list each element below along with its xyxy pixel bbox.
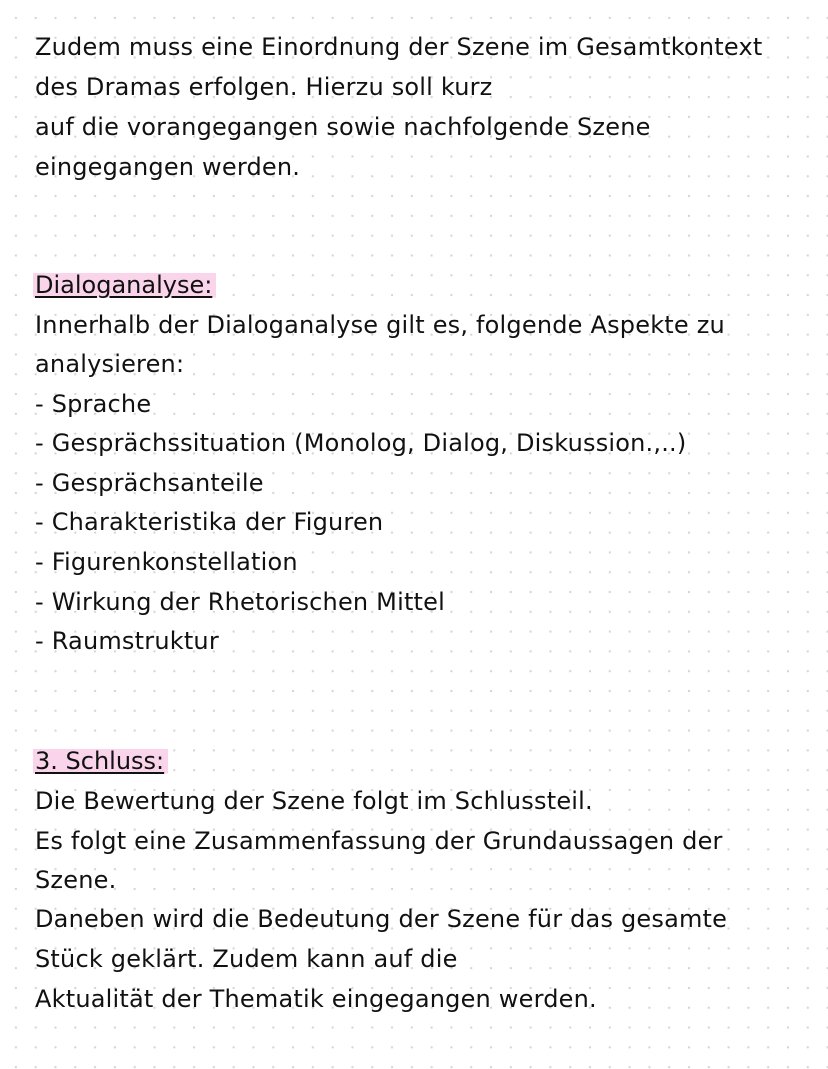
intro-line: Zudem muss eine Einordnung der Szene im Gesamtkontext [35,33,763,61]
intro-line: des Dramas erfolgen. Hierzu soll kurz [35,73,493,101]
dialog-line: analysieren: [35,350,185,378]
conclusion-line: Daneben wird die Bedeutung der Szene für das gesamte [35,905,728,933]
list-item: - Charakteristika der Figuren [35,508,384,536]
dialog-line: Innerhalb der Dialoganalyse gilt es, folgende Aspekte zu [35,311,725,339]
intro-line: eingegangen werden. [35,153,301,181]
section-heading-dialoganalyse: Dialoganalyse: [33,270,216,300]
intro-line: auf die vorangegangen sowie nachfolgende Szene [35,113,651,141]
list-item: - Gesprächsanteile [35,469,264,497]
section-heading-schluss: 3. Schluss: [33,746,168,776]
conclusion-line: Es folgt eine Zusammenfassung der Grundaussagen der [35,827,723,855]
conclusion-line: Stück geklärt. Zudem kann auf die [35,945,458,973]
list-item: - Raumstruktur [35,627,219,655]
list-item: - Wirkung der Rhetorischen Mittel [35,588,445,616]
list-item: - Figurenkonstellation [35,548,298,576]
list-item: - Gesprächssituation (Monolog, Dialog, Diskussion.,..) [35,429,687,457]
conclusion-line: Szene. [35,866,117,894]
conclusion-line: Die Bewertung der Szene folgt im Schlussteil. [35,787,593,815]
conclusion-line: Aktualität der Thematik eingegangen werden. [35,985,597,1013]
list-item: - Sprache [35,390,152,418]
